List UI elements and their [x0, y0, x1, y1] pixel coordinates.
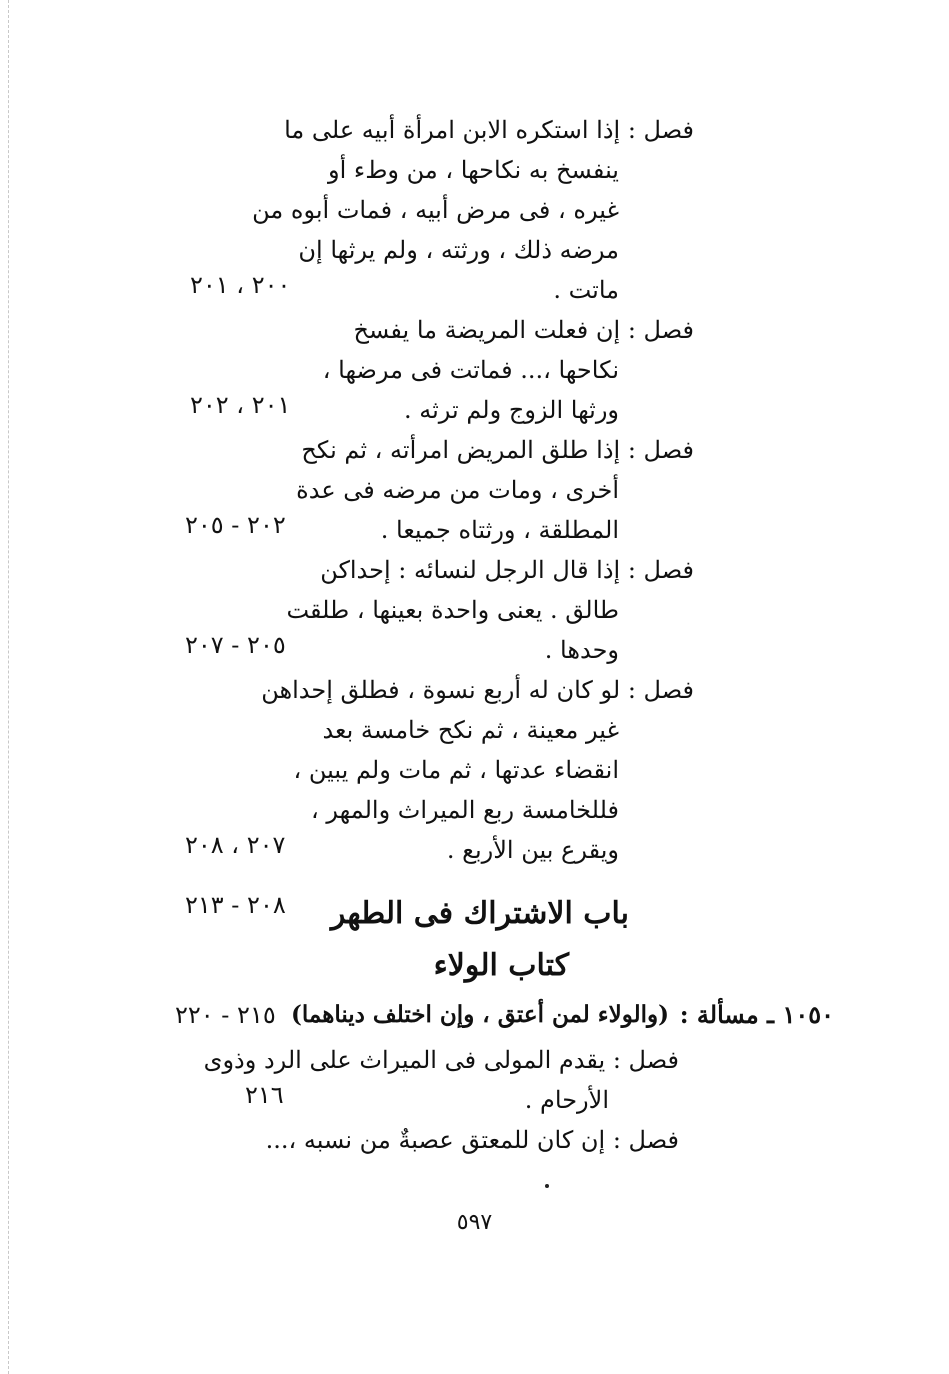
page-reference: ٢١٦ — [245, 1081, 284, 1109]
page-number: ٥٩٧ — [456, 1210, 493, 1235]
ink-dot — [545, 1184, 549, 1188]
entry-line: أخرى ، ومات من مرضه فى عدة — [296, 476, 619, 504]
page-reference: ٢٠٥ - ٢٠٧ — [185, 631, 286, 659]
entry-line: وحدها . — [544, 636, 619, 664]
entry-line: نكاحها ،... فماتت فى مرضها ، — [322, 356, 619, 384]
entry-line: ورثها الزوج ولم ترثه . — [403, 396, 619, 424]
page-reference: ٢٠٧ ، ٢٠٨ — [185, 831, 286, 859]
entry-line: فللخامسة ربع الميراث والمهر ، — [311, 796, 619, 824]
masala-number: ١٠٥٠ ـ مسألة : — [679, 1000, 834, 1029]
masala-text: (والولاء لمن أعتق ، وإن اختلف ديناهما) — [291, 1001, 669, 1028]
page-reference: ٢٠١ ، ٢٠٢ — [190, 391, 291, 419]
entry-line: طالق . يعنى واحدة بعينها ، طلقت — [286, 596, 619, 624]
book-heading: كتاب الولاء — [433, 948, 569, 983]
entry-line: فصل : لو كان له أربع نسوة ، فطلق إحداهن — [261, 676, 694, 704]
entry-line: غيره ، فى مرض أبيه ، فمات أبوه من — [252, 196, 619, 224]
page-reference: ٢٠٠ ، ٢٠١ — [190, 271, 291, 299]
entry-line: فصل : إذا استكره الابن امرأة أبيه على ما — [284, 116, 694, 144]
entry-line: ويقرع بين الأربع . — [446, 836, 619, 864]
entry-line: مرضه ذلك ، ورثته ، ولم يرثها إن — [298, 236, 619, 264]
page-reference: ٢١٥ - ٢٢٠ — [175, 1001, 276, 1029]
page-reference: ٢٠٢ - ٢٠٥ — [185, 511, 286, 539]
entry-line: ينفسخ به نكاحها ، من وطء أو — [328, 156, 619, 184]
entry-line: الأرحام . — [524, 1086, 609, 1114]
page-reference: ٢٠٨ - ٢١٣ — [185, 891, 286, 919]
chapter-heading: باب الاشتراك فى الطهر — [330, 896, 629, 931]
entry-line: ماتت . — [553, 276, 619, 304]
entry-line: غير معينة ، ثم نكح خامسة بعد — [322, 716, 619, 744]
entry-line: فصل : إن فعلت المريضة ما يفسخ — [353, 316, 694, 344]
scan-edge-line — [8, 0, 9, 1374]
entry-line: انقضاء عدتها ، ثم مات ولم يبين ، — [293, 756, 619, 784]
entry-line: فصل : إذا طلق المريض امرأته ، ثم نكح — [301, 436, 694, 464]
entry-line: المطلقة ، ورثتاه جميعا . — [380, 516, 619, 544]
entry-line: فصل : إن كان للمعتق عصبةٌ من نسبه ،... — [265, 1126, 679, 1154]
entry-line: فصل : إذا قال الرجل لنسائه : إحداكن — [320, 556, 694, 584]
entry-line: فصل : يقدم المولى فى الميراث على الرد وذوى — [203, 1046, 679, 1074]
